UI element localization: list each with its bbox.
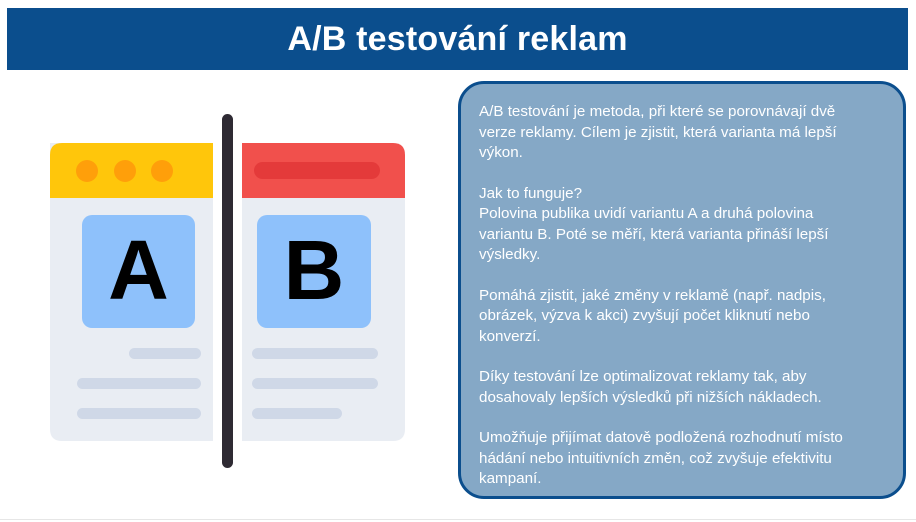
info-line: variantu B. Poté se měří, která varianta přináší lepší (479, 225, 829, 243)
ab-test-illustration (40, 108, 420, 478)
variant-b-panel (242, 143, 405, 441)
split-divider (222, 114, 233, 468)
bottom-divider (0, 519, 916, 520)
info-paragraph (479, 102, 885, 164)
variant-b-placeholder-line (252, 408, 342, 419)
variant-a-placeholder-line (77, 378, 201, 389)
info-paragraph (479, 286, 885, 348)
info-line: výkon. (479, 144, 523, 161)
variant-a-placeholder-line (77, 408, 201, 419)
info-line: Pomáhá zjistit, jaké změny v reklamě (např. nadpis, (479, 286, 826, 304)
variant-a-panel (50, 143, 213, 441)
variant-a-placeholder-line (129, 348, 201, 359)
variant-a-letter: A (108, 223, 169, 317)
info-paragraph (479, 367, 885, 408)
variant-b-letter: B (283, 223, 345, 317)
info-line: obrázek, výzva k akci) zvyšují počet kliknutí nebo (479, 307, 810, 324)
info-panel (458, 81, 906, 499)
variant-b-placeholder-line (252, 378, 378, 389)
info-subheading: Jak to funguje? (479, 184, 583, 202)
info-paragraph (479, 428, 885, 490)
info-line: výsledky. (479, 246, 541, 263)
title-banner (7, 8, 908, 70)
info-paragraph (479, 184, 885, 266)
info-line: A/B testování je metoda, při které se porovnávají dvě (479, 103, 836, 120)
variant-a-header-dot (151, 160, 173, 182)
variant-a-header-dot (114, 160, 136, 182)
variant-b-header-bar (254, 162, 380, 179)
info-line: dosahovaly lepších výsledků při nižších nákladech. (479, 388, 822, 406)
info-line: verze reklamy. Cílem je zjistit, která varianta má lepší (479, 123, 837, 141)
info-line: konverzí. (479, 327, 541, 345)
info-line: Polovina publika uvidí variantu A a druhá polovina (479, 205, 814, 222)
variant-b-placeholder-line (252, 348, 378, 359)
variant-a-header-dot (76, 160, 98, 182)
page-title: A/B testování reklam (287, 19, 628, 58)
info-line: kampaní. (479, 470, 542, 487)
info-line: hádání nebo intuitivních změn, což zvyšuje efektivitu (479, 449, 832, 467)
info-line: Umožňuje přijímat datově podložená rozhodnutí místo (479, 429, 843, 446)
info-line: Díky testování lze optimalizovat reklamy tak, aby (479, 368, 807, 385)
